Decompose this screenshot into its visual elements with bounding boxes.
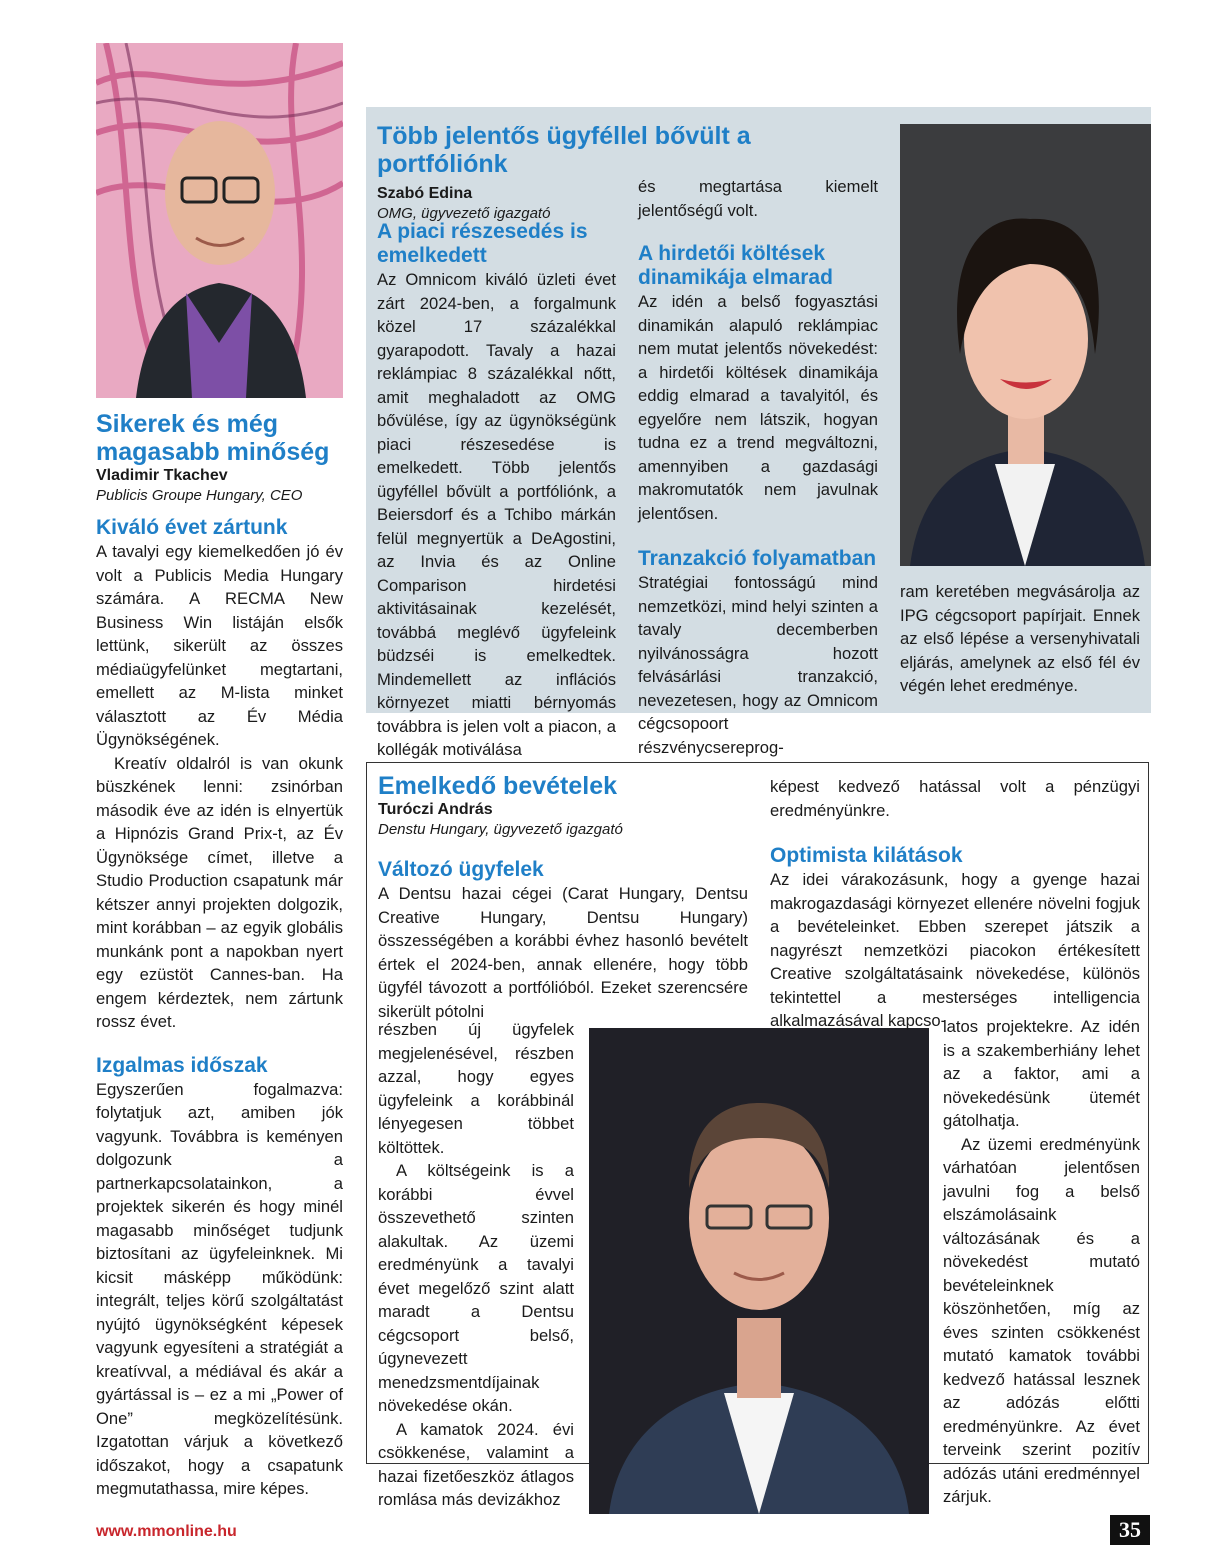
author-name: Szabó Edina bbox=[377, 185, 473, 202]
left-article bbox=[96, 410, 343, 1501]
section-heading: Tranzakció folyamatban bbox=[638, 547, 877, 570]
article-title: Emelkedő bevételek bbox=[378, 772, 618, 800]
omg-column-1 bbox=[377, 220, 616, 762]
body-paragraph: latos projektekre. Az idén is a szakemberhiány lehet az a faktor, ami a növekedésünk ütemét gátolhatja. bbox=[943, 1017, 1140, 1130]
omg-column-2 bbox=[638, 175, 878, 759]
body-paragraph: Stratégiai fontosságú mind nemzetközi, mind helyi szinten a tavaly decemberben nyilvánosságra hozott felvásárlási tranzakció, nevezetesen, hogy az Omnicom cégcsopoort részvénycsereprog- bbox=[638, 573, 878, 757]
body-paragraph: részben új ügyfelek megjelenésével, részben azzal, hogy egyes ügyfeleink a korábbinál lényegesen többet költöttek. bbox=[378, 1020, 574, 1157]
section-heading: Változó ügyfelek bbox=[378, 858, 544, 881]
body-paragraph: A költségeink is a korábbi évvel összevethető szinten alakultak. Az üzemi eredményünk a tavalyi évet megelőző szint alatt maradt a Dentsu cégcsoport belső, úgynevezett menedzsmentdíjainak növekedése okán. bbox=[378, 1161, 574, 1415]
dentsu-column-2-narrow bbox=[943, 1015, 1140, 1509]
photo-vladimir-tkachev bbox=[96, 43, 343, 398]
body-paragraph: Kreatív oldalról is van okunk büszkének lenni: zsinórban második éve az idén is elnyertük a Hipnózis Grand Prix-t, az Év Ügynöksége címet, illetve a Studio Production csapatunk már kétszer annyi projekten dolgozik, mint korábban – az egyik globális munkánk pont a napokban nyert egy ezüstöt Cannes-ban. Ha engem kérdeztek, nem zártunk rossz évet. bbox=[96, 753, 343, 1031]
body-paragraph: ram keretében megvásárolja az IPG cégcsoport papírjait. Ennek az első lépése a versenyhivatali eljárás, amelynek az első fél év végén lehet eredménye. bbox=[900, 582, 1140, 695]
section-heading: Kiváló évet zártunk bbox=[96, 516, 288, 539]
section-heading: Izgalmas időszak bbox=[96, 1053, 268, 1077]
author-name: Vladimir Tkachev bbox=[96, 467, 228, 484]
author-role: OMG, ügyvezető igazgató bbox=[377, 205, 551, 222]
section-heading: Optimista kilátások bbox=[770, 844, 963, 867]
section-heading: A piaci részesedés is emelkedett bbox=[377, 220, 588, 267]
author-role: Denstu Hungary, ügyvezető igazgató bbox=[378, 821, 623, 838]
footer-url[interactable]: www.mmonline.hu bbox=[96, 1523, 237, 1540]
body-paragraph: A tavalyi egy kiemelkedően jó év volt a Publicis Media Hungary számára. A RECMA New Business Win listáján elsők lettünk, sikerült az összes médiaügyfelünket megtartani, emellett az M-lista minket választott az Év Média Ügynökségének. bbox=[96, 542, 343, 749]
body-paragraph: A Dentsu hazai cégei (Carat Hungary, Dentsu Creative Hungary, Dentsu Hungary) összességében a korábbi évhez hasonló bevételt értek el 2024-ben, annak ellenére, hogy több ügyfél távozott a portfólióból. Ezeket szerencsére sikerült pótolni bbox=[378, 884, 748, 1021]
page-number: 35 bbox=[1110, 1515, 1150, 1545]
body-paragraph: képest kedvező hatással volt a pénzügyi eredményünkre. bbox=[770, 777, 1140, 820]
body-paragraph: Az idei várakozásunk, hogy a gyenge hazai makrogazdasági környezet ellenére növelni fogjuk a bevételeinket. Ebben szerepet játszik a nagyrészt nemzetközi piacokon értékesített Creative szolgáltatásaink növekedése, különös tekintettel a mesterséges intelligencia alkalmazásával kapcso- bbox=[770, 870, 1140, 1030]
author-name: Turóczi András bbox=[378, 801, 493, 818]
article-title: Sikerek és még magasabb minőség bbox=[96, 410, 330, 466]
body-paragraph: A kamatok 2024. évi csökkenése, valamint a hazai fizetőeszköz átlagos romlása más devizákhoz bbox=[378, 1419, 574, 1509]
dentsu-column-1 bbox=[378, 772, 748, 1023]
body-paragraph: és megtartása kiemelt jelentőségű volt. bbox=[638, 177, 878, 220]
author-role: Publicis Groupe Hungary, CEO bbox=[96, 487, 303, 504]
dentsu-column-2 bbox=[770, 775, 1140, 1033]
photo-szabo-edina bbox=[900, 124, 1151, 566]
body-paragraph: Az Omnicom kiváló üzleti évet zárt 2024-ben, a forgalmunk közel 17 százalékkal gyarapodott. Tavaly a hazai reklámpiac 8 százalékkal nőtt, amit meghaladott az OMG bővülése, így az ügynökségünk piaci részesedése is emelkedett. Több jelentős ügyféllel bővült a portfóliónk, a Beiersdorf és a Tchibo márkán felül megnyertük a DeAgostini, az Invia és az Online Comparison hirdetési aktivitásainak kezelését, továbbá meglévő ügyfeleink büdzséi is emelkedtek. Mindemellett az inflációs környezet miatti bérnyomás továbbra is jelen volt a piacon, a kollégák motiválása bbox=[377, 270, 616, 759]
article-title: Több jelentős ügyféllel bővült a portfóliónk bbox=[377, 122, 751, 178]
body-paragraph: Az üzemi eredményünk várhatóan jelentősen javulni fog a belső elszámolásaink változásának és a növekedést mutató bevételeinknek köszönhetően, míg az éves szinten csökkenést mutató kamatok további kedvező hatással lesznek az adózás előtti eredményünkre. Az évet terveink szerint pozitív adózás utáni eredménnyel zárjuk. bbox=[943, 1134, 1140, 1506]
omg-column-3 bbox=[900, 580, 1140, 698]
section-heading: A hirdetői költések dinamikája elmarad bbox=[638, 242, 833, 289]
dentsu-column-1-narrow bbox=[378, 1018, 574, 1512]
body-paragraph: Az idén a belső fogyasztási dinamikán alapuló reklámpiac nem mutat jelentős növekedést: a hirdetői költések dinamikája eddig elmarad a tavalyitól, és egyelőre nem látszik, hogyan tudna ez a trend megváltozni, amennyiben a gazdasági makromutatók nem javulnak jelentősen. bbox=[638, 292, 878, 523]
body-paragraph: Egyszerűen fogalmazva: folytatjuk azt, amiben jók vagyunk. Továbbra is keményen dolgozunk a partnerkapcsolatainkon, a projektek sikerén és hogy minél magasabb minőséget tudjunk biztosítani az ügyfeleinknek. Mi kicsit másképp működünk: integrált, teljes körű szolgáltatást nyújtó ügynökségként képesek vagyunk egyesíteni a stratégiát a kreatívval, a médiával és akár a gyártással is – ez a mi „Power of One” megközelítésünk. Izgatottan várjuk a következő időszakot, hogy a csapatunk megmutathassa, mire képes. bbox=[96, 1079, 343, 1498]
photo-turoczi-andras bbox=[589, 1028, 929, 1514]
